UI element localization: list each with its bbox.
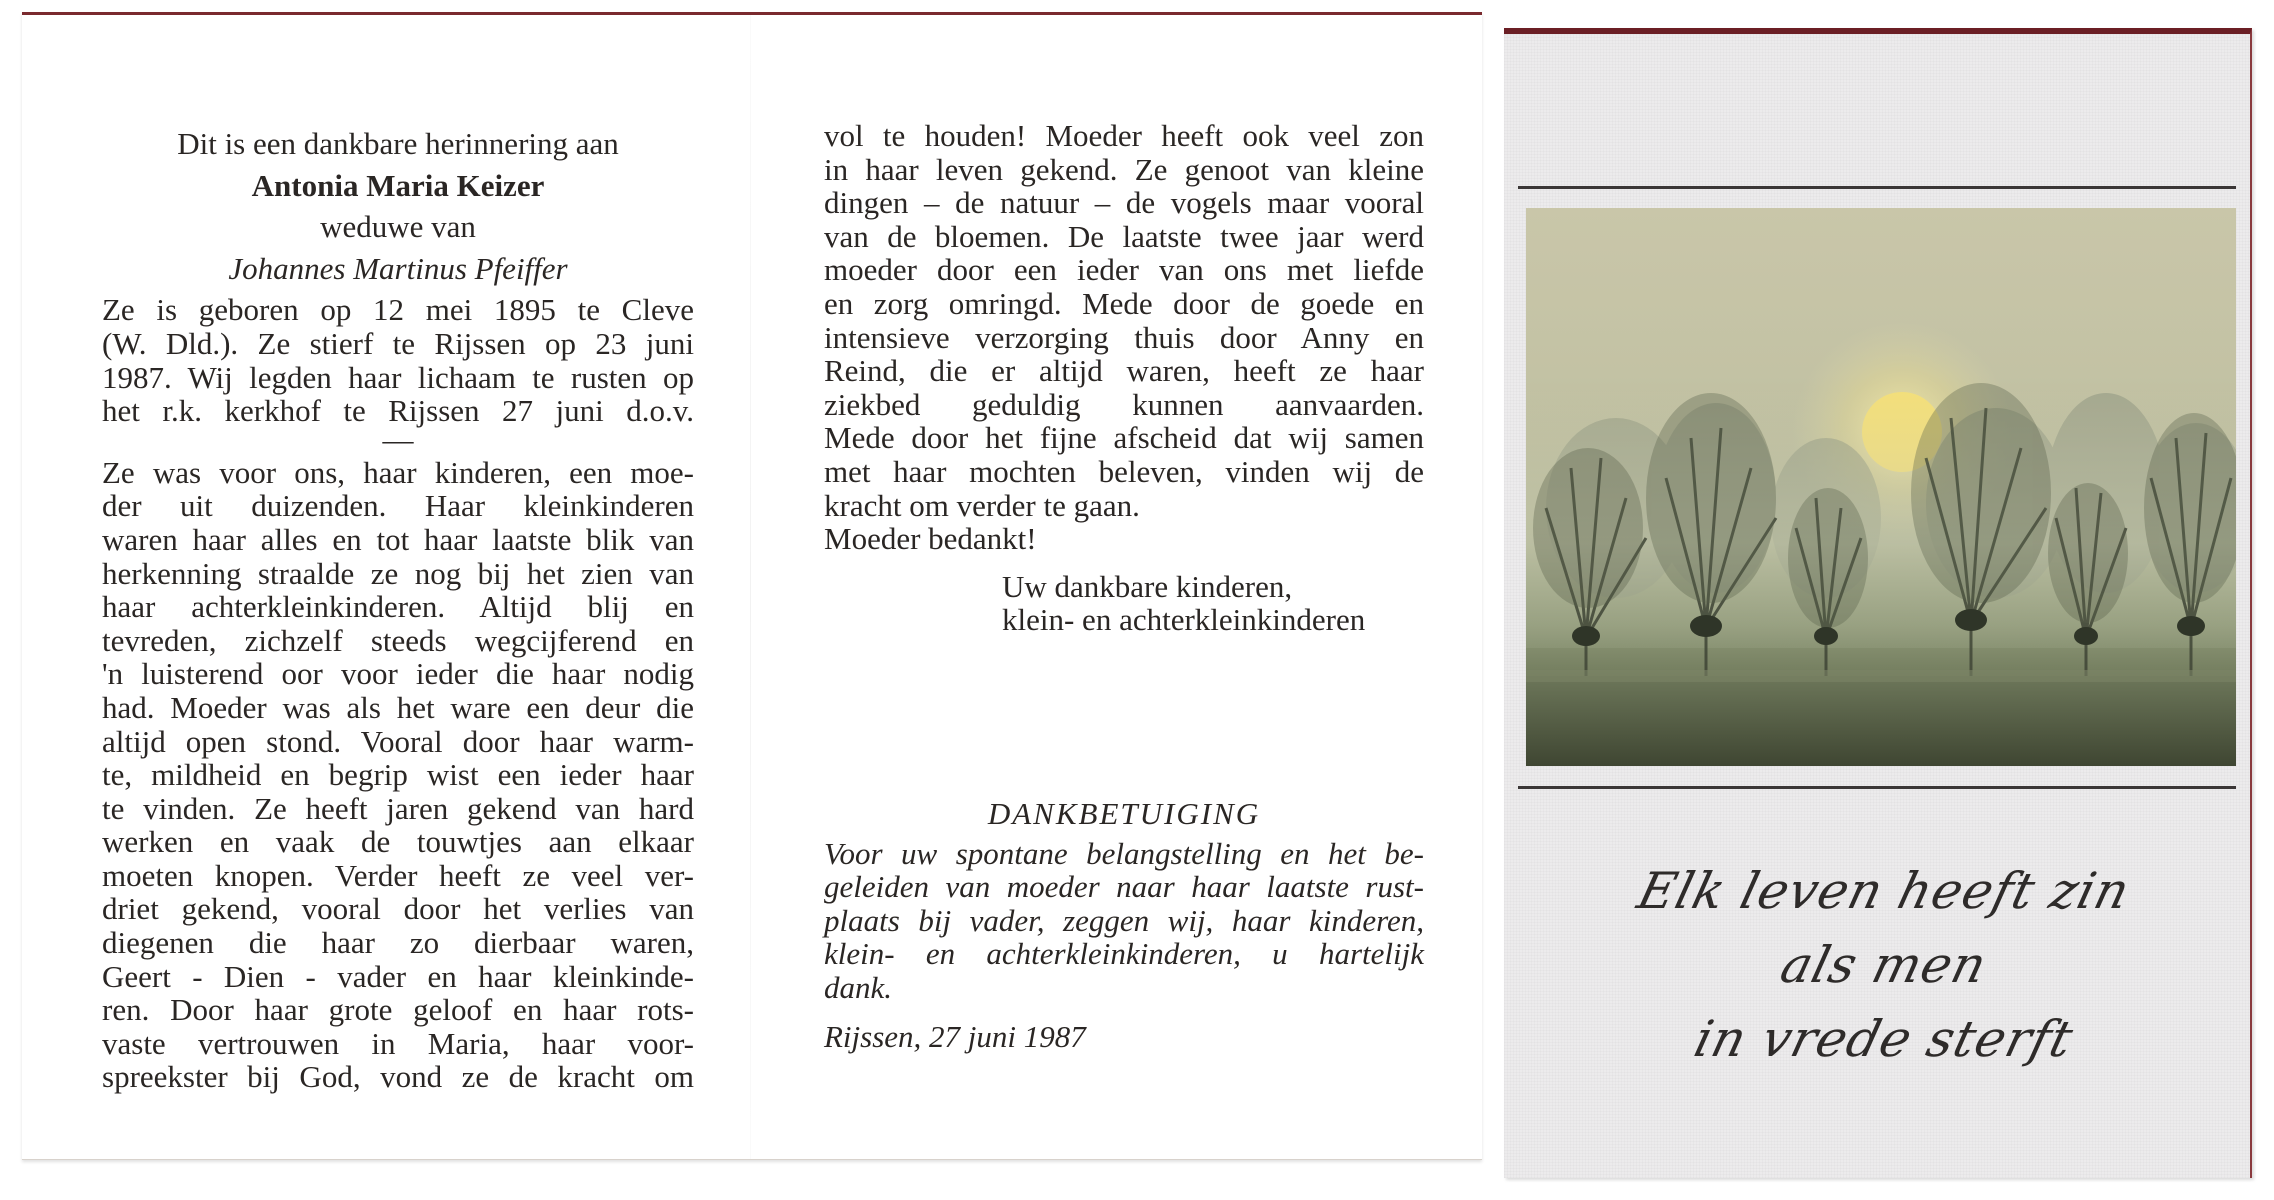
paragraph-line: te vinden. Ze heeft jaren gekend van hard [102,790,694,826]
paragraph-line: 1987. Wij legden haar lichaam te rusten op [102,359,694,395]
signoff-line: Uw dankbare kinderen, [1002,568,1293,604]
motto-line: als men [1774,936,1994,994]
thanks-date: Rijssen, 27 juni 1987 [824,1019,1086,1055]
paragraph-line: van de bloemen. De laatste twee jaar werd [824,218,1424,254]
deceased-name: Antonia Maria Keizer [251,167,545,203]
thanks-paragraph [824,837,1424,1005]
paragraph-line: ren. Door haar grote geloof en haar rots- [102,992,694,1028]
signoff [1002,570,1424,637]
paragraph-line: tevreden, zichzelf steeds wegcijferend en [102,622,694,658]
paragraph-line: driet gekend, vooral door het verlies van [102,891,694,927]
top-rule [1518,186,2236,189]
motto-line: in vrede sterft [1688,1010,2080,1068]
paragraph-line: (W. Dld.). Ze stierf te Rijssen op 23 juni [102,325,694,361]
landscape-photo [1526,208,2236,766]
field-ground [1526,676,2236,766]
paragraph-line: kracht om verder te gaan. [824,487,1140,523]
paragraph-line: en zorg omringd. Mede door de goede en [824,285,1424,321]
paragraph-line: in haar leven gekend. Ze genoot van kleine [824,151,1424,187]
paragraph-line: vol te houden! Moeder heeft ook veel zon [824,118,1424,153]
birth-death-paragraph [102,293,694,427]
left-column [102,127,694,1094]
bottom-rule [1518,786,2236,789]
paragraph-line: Geert - Dien - vader en haar kleinkinde- [102,958,694,994]
life-paragraph [102,456,694,1094]
memorial-card-inside [22,12,1482,1160]
signoff-line: klein- en achterkleinkinderen [1002,602,1366,638]
paragraph-line: met haar mochten beleven, vinden wij de [824,453,1424,489]
separator-dash: — [382,421,414,457]
paragraph-line: 'n luisterend oor voor ieder die haar nodig [102,656,694,692]
cover-motto [1544,854,2224,1076]
field-horizon [1526,670,2236,682]
paragraph-line: Ze was voor ons, haar kinderen, een moe- [102,454,694,490]
motto-line: Elk leven heeft zin [1631,862,2137,920]
paragraph-line: altijd open stond. Vooral door haar warm- [102,723,694,759]
intro-text: Dit is een dankbare herinnering aan [177,126,619,161]
right-column [824,119,1424,1054]
paragraph-line: der uit duizenden. Haar kleinkinderen [102,488,694,524]
paragraph-line: klein- en achterkleinkinderen, u hartelijk [824,936,1424,972]
paragraph-line: waren haar alles en tot haar laatste blik van [102,521,694,557]
paragraph-line: het r.k. kerkhof te Rijssen 27 juni d.o.v. [102,393,694,429]
paragraph-line: ziekbed geduldig kunnen aanvaarden. [824,386,1424,422]
paragraph-line: herkenning straalde ze nog bij het zien van [102,555,694,591]
willow-trees-sunset-image [1526,208,2236,766]
relation-text: weduwe van [320,209,476,245]
paragraph-line: Moeder bedankt! [824,521,1037,557]
paragraph-line: moeder door een ieder van ons met liefde [824,252,1424,288]
thanks-heading: DANKBETUIGING [987,795,1261,831]
paragraph-line: Voor uw spontane belangstelling en het be- [824,835,1424,871]
paragraph-line: haar achterkleinkinderen. Altijd blij en [102,589,694,625]
paragraph-line: geleiden van moeder naar haar laatste rust- [824,869,1424,905]
card-fold [750,15,751,1159]
continuation-paragraph [824,119,1424,556]
paragraph-line: werken en vaak de touwtjes aan elkaar [102,824,694,860]
paragraph-line: spreekster bij God, vond ze de kracht om [102,1059,694,1095]
paragraph-line: diegenen die haar zo dierbaar waren, [102,925,694,961]
memorial-card-cover [1504,28,2252,1178]
paragraph-line: vaste vertrouwen in Maria, haar voor- [102,1025,694,1061]
husband-name: Johannes Martinus Pfeiffer [228,250,568,286]
paragraph-line: Ze is geboren op 12 mei 1895 te Cleve [102,292,694,328]
paragraph-line: moeten knopen. Verder heeft ze veel ver- [102,857,694,893]
paragraph-line: plaats bij vader, zeggen wij, haar kinderen, [824,902,1424,938]
paragraph-line: dingen – de natuur – de vogels maar vooral [824,185,1424,221]
paragraph-line: intensieve verzorging thuis door Anny en [824,319,1424,355]
paragraph-line: had. Moeder was als het ware een deur die [102,689,694,725]
paragraph-line: Mede door het fijne afscheid dat wij samen [824,420,1424,456]
paragraph-line: te, mildheid en begrip wist een ieder haar [102,757,694,793]
paragraph-line: dank. [824,969,893,1005]
paragraph-line: Reind, die er altijd waren, heeft ze haar [824,353,1424,389]
